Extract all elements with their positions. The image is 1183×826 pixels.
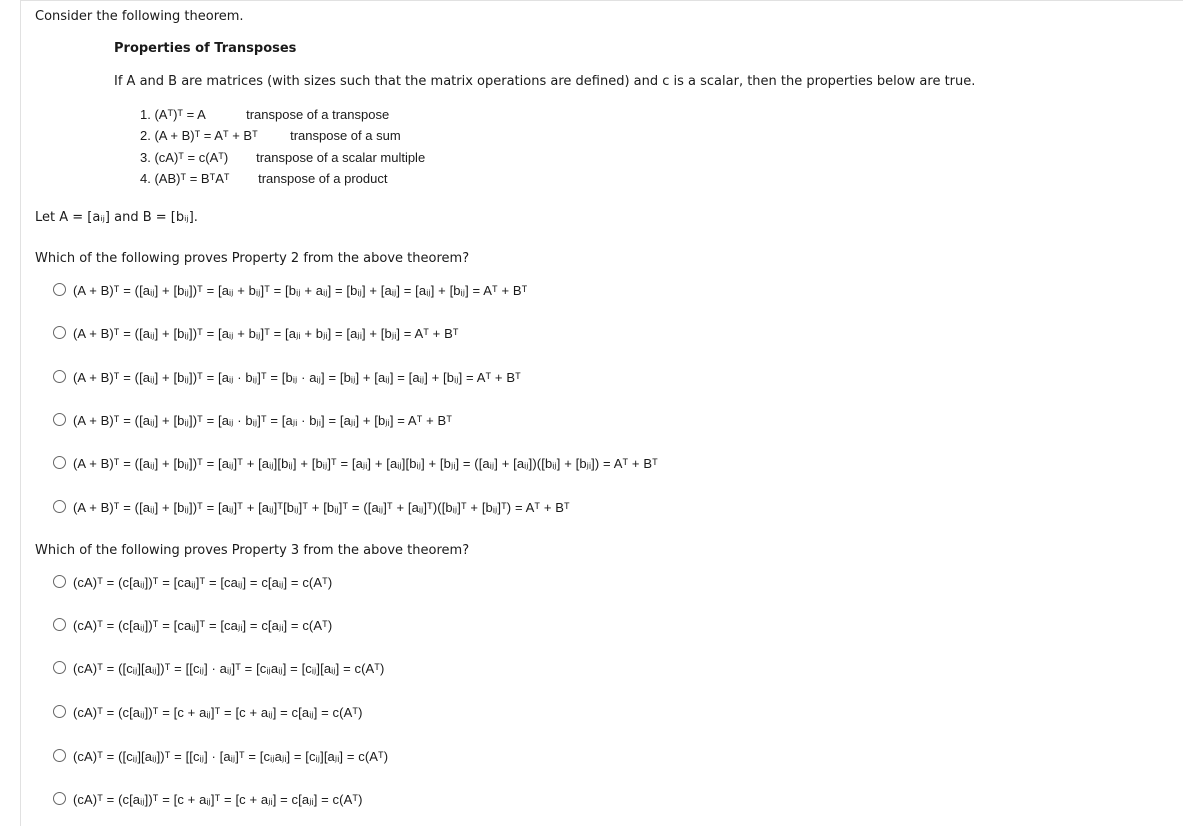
q2-option-6[interactable] (53, 792, 363, 808)
q2-option-2[interactable] (53, 618, 332, 634)
q2-option-4[interactable] (53, 705, 363, 721)
property-item: 3. (cA)ᵀ = c(Aᵀ) transpose of a scalar multiple (140, 150, 426, 165)
top-border (20, 0, 1183, 1)
left-border (20, 0, 21, 826)
option-formula: (A + B)ᵀ = ([aᵢⱼ] + [bᵢⱼ])ᵀ = [aᵢⱼ · bᵢⱼ]ᵀ = [aⱼᵢ · bⱼᵢ] = [aⱼᵢ] + [bⱼᵢ] = Aᵀ + Bᵀ (73, 413, 453, 428)
radio-button[interactable] (53, 456, 66, 469)
property-label: transpose of a scalar multiple (256, 150, 426, 165)
option-formula: (A + B)ᵀ = ([aᵢⱼ] + [bᵢⱼ])ᵀ = [aᵢⱼ + bᵢⱼ]ᵀ = [bᵢⱼ + aᵢⱼ] = [bᵢⱼ] + [aᵢⱼ] = [aᵢⱼ] + [bᵢⱼ] = Aᵀ + Bᵀ (73, 283, 528, 298)
property-item: 2. (A + B)ᵀ = Aᵀ + Bᵀ transpose of a sum (140, 128, 401, 143)
q1-option-6[interactable] (53, 500, 570, 516)
theorem-title: Properties of Transposes (114, 41, 297, 56)
property-formula: (AB)ᵀ = BᵀAᵀ (154, 171, 230, 186)
q1-option-1[interactable] (53, 283, 527, 299)
question-2-prompt: Which of the following proves Property 3 from the above theorem? (35, 543, 470, 558)
let-statement: Let A = [aᵢⱼ] and B = [bᵢⱼ]. (35, 210, 198, 225)
option-formula: (cA)ᵀ = (c[aᵢⱼ])ᵀ = [c + aᵢⱼ]ᵀ = [c + aⱼᵢ] = c[aⱼᵢ] = c(Aᵀ) (73, 792, 363, 807)
property-formula: (A + B)ᵀ = Aᵀ + Bᵀ (154, 128, 258, 143)
radio-button[interactable] (53, 500, 66, 513)
intro-text: Consider the following theorem. (35, 9, 244, 24)
theorem-statement: If A and B are matrices (with sizes such that the matrix operations are defined) and c is a scalar, then the properties below are true. (114, 74, 976, 89)
property-item: 1. (Aᵀ)ᵀ = A transpose of a transpose (140, 107, 390, 122)
q2-option-3[interactable] (53, 661, 384, 677)
option-formula: (cA)ᵀ = ([cᵢⱼ][aᵢⱼ])ᵀ = [[cᵢⱼ] · [aᵢⱼ]ᵀ = [cᵢⱼaⱼᵢ] = [cᵢⱼ][aⱼᵢ] = c(Aᵀ) (73, 749, 389, 764)
radio-button[interactable] (53, 749, 66, 762)
option-formula: (A + B)ᵀ = ([aᵢⱼ] + [bᵢⱼ])ᵀ = [aᵢⱼ · bᵢⱼ]ᵀ = [bᵢⱼ · aᵢⱼ] = [bᵢⱼ] + [aᵢⱼ] = [aᵢⱼ] + [bᵢⱼ] = Aᵀ + Bᵀ (73, 370, 521, 385)
option-formula: (cA)ᵀ = (c[aᵢⱼ])ᵀ = [caᵢⱼ]ᵀ = [caᵢⱼ] = c[aᵢⱼ] = c(Aᵀ) (73, 575, 333, 590)
property-label: transpose of a product (258, 171, 388, 186)
option-formula: (cA)ᵀ = (c[aᵢⱼ])ᵀ = [c + aᵢⱼ]ᵀ = [c + aᵢⱼ] = c[aᵢⱼ] = c(Aᵀ) (73, 705, 363, 720)
q1-option-2[interactable] (53, 326, 459, 342)
radio-button[interactable] (53, 792, 66, 805)
radio-button[interactable] (53, 413, 66, 426)
property-formula: (Aᵀ)ᵀ = A (154, 107, 206, 122)
q1-option-4[interactable] (53, 413, 452, 429)
radio-button[interactable] (53, 618, 66, 631)
radio-button[interactable] (53, 326, 66, 339)
q1-option-5[interactable] (53, 456, 658, 472)
q2-option-5[interactable] (53, 749, 388, 765)
radio-button[interactable] (53, 283, 66, 296)
radio-button[interactable] (53, 661, 66, 674)
option-formula: (A + B)ᵀ = ([aᵢⱼ] + [bᵢⱼ])ᵀ = [aᵢⱼ]ᵀ + [aᵢⱼ][bᵢⱼ] + [bᵢⱼ]ᵀ = [aⱼᵢ] + [aᵢⱼ][bᵢⱼ] + [bⱼᵢ] = ([aᵢⱼ] + [aᵢⱼ])([bᵢⱼ] + [bⱼᵢ]) = Aᵀ + Bᵀ (73, 456, 658, 471)
option-formula: (A + B)ᵀ = ([aᵢⱼ] + [bᵢⱼ])ᵀ = [aᵢⱼ + bᵢⱼ]ᵀ = [aⱼᵢ + bⱼᵢ] = [aⱼᵢ] + [bⱼᵢ] = Aᵀ + Bᵀ (73, 326, 459, 341)
question-1-prompt: Which of the following proves Property 2 from the above theorem? (35, 251, 470, 266)
option-formula: (cA)ᵀ = ([cᵢⱼ][aᵢⱼ])ᵀ = [[cᵢⱼ] · aᵢⱼ]ᵀ = [cᵢⱼaᵢⱼ] = [cᵢⱼ][aᵢⱼ] = c(Aᵀ) (73, 661, 385, 676)
q2-option-1[interactable] (53, 575, 332, 591)
option-formula: (A + B)ᵀ = ([aᵢⱼ] + [bᵢⱼ])ᵀ = [aᵢⱼ]ᵀ + [aᵢⱼ]ᵀ[bᵢⱼ]ᵀ + [bᵢⱼ]ᵀ = ([aᵢⱼ]ᵀ + [aᵢⱼ]ᵀ)([bᵢⱼ]ᵀ + [bᵢⱼ]ᵀ) = Aᵀ + Bᵀ (73, 500, 570, 515)
option-formula: (cA)ᵀ = (c[aᵢⱼ])ᵀ = [caᵢⱼ]ᵀ = [caⱼᵢ] = c[aⱼᵢ] = c(Aᵀ) (73, 618, 333, 633)
property-label: transpose of a sum (290, 128, 401, 143)
radio-button[interactable] (53, 705, 66, 718)
property-formula: (cA)ᵀ = c(Aᵀ) (154, 150, 229, 165)
radio-button[interactable] (53, 370, 66, 383)
radio-button[interactable] (53, 575, 66, 588)
q1-option-3[interactable] (53, 370, 521, 386)
property-item: 4. (AB)ᵀ = BᵀAᵀ transpose of a product (140, 171, 388, 186)
property-label: transpose of a transpose (246, 107, 390, 122)
